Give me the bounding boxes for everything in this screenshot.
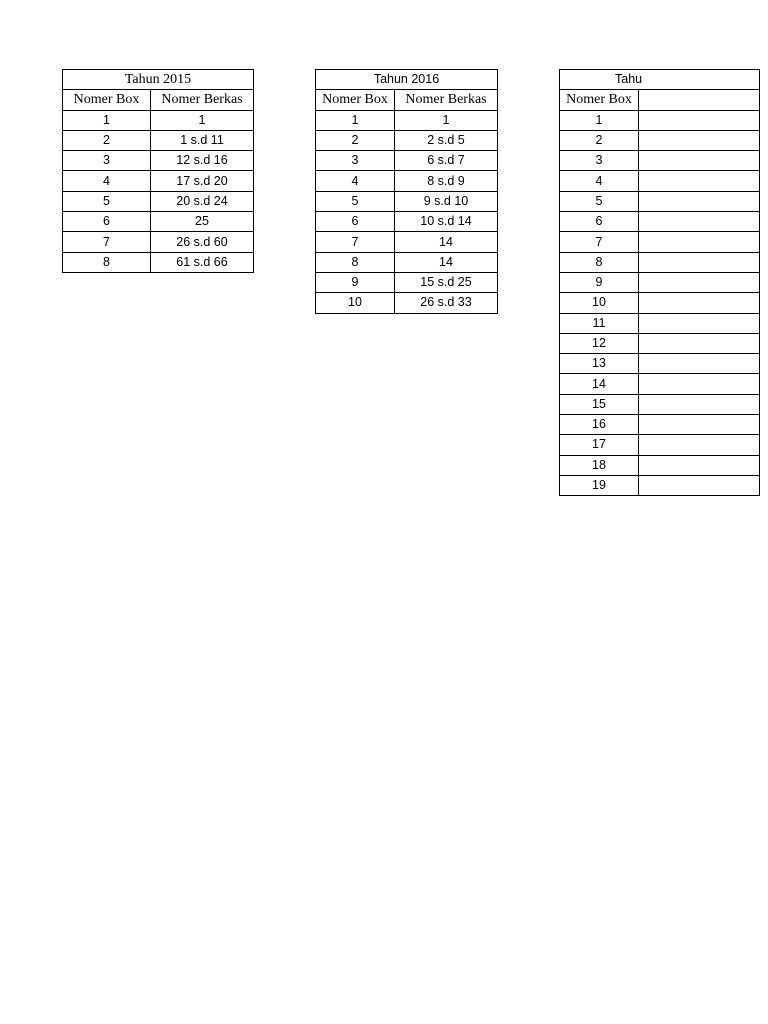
cell-file-range: 10 s.d 14 bbox=[395, 212, 498, 232]
cell-file-range: 1 s.d 11 bbox=[151, 130, 254, 150]
table-row bbox=[316, 272, 498, 292]
cell-file-range bbox=[639, 191, 760, 211]
cell-file-range: 1 bbox=[151, 110, 254, 130]
cell-box-number: 12 bbox=[560, 333, 639, 353]
cell-box-number: 10 bbox=[560, 293, 639, 313]
table-row bbox=[63, 171, 254, 191]
table-row bbox=[316, 191, 498, 211]
cell-file-range bbox=[639, 130, 760, 150]
table-2015 bbox=[62, 69, 254, 273]
cell-file-range bbox=[639, 232, 760, 252]
cell-box-number: 1 bbox=[63, 110, 151, 130]
table-row bbox=[560, 110, 760, 130]
cell-box-number: 3 bbox=[560, 151, 639, 171]
cell-file-range bbox=[639, 455, 760, 475]
column-header-box: Nomer Box bbox=[316, 90, 395, 110]
cell-file-range: 8 s.d 9 bbox=[395, 171, 498, 191]
cell-box-number: 6 bbox=[560, 212, 639, 232]
cell-box-number: 1 bbox=[316, 110, 395, 130]
cell-box-number: 16 bbox=[560, 415, 639, 435]
cell-file-range bbox=[639, 394, 760, 414]
cell-file-range: 20 s.d 24 bbox=[151, 191, 254, 211]
table-row bbox=[63, 252, 254, 272]
cell-file-range bbox=[639, 293, 760, 313]
cell-file-range: 25 bbox=[151, 212, 254, 232]
table-row bbox=[63, 130, 254, 150]
column-header-berkas: Nomer Berkas bbox=[395, 90, 498, 110]
cell-file-range bbox=[639, 272, 760, 292]
cell-box-number: 7 bbox=[560, 232, 639, 252]
table-row bbox=[63, 191, 254, 211]
cell-file-range bbox=[639, 110, 760, 130]
table-row bbox=[560, 212, 760, 232]
table-row bbox=[560, 252, 760, 272]
cell-box-number: 8 bbox=[560, 252, 639, 272]
cell-file-range: 9 s.d 10 bbox=[395, 191, 498, 211]
cell-file-range bbox=[639, 354, 760, 374]
cell-file-range: 26 s.d 33 bbox=[395, 293, 498, 313]
column-header-box: Nomer Box bbox=[560, 90, 639, 110]
table-row bbox=[316, 293, 498, 313]
cell-file-range: 14 bbox=[395, 232, 498, 252]
cell-box-number: 6 bbox=[63, 212, 151, 232]
cell-box-number: 10 bbox=[316, 293, 395, 313]
table-row bbox=[560, 475, 760, 495]
table-row bbox=[560, 394, 760, 414]
cell-box-number: 2 bbox=[63, 130, 151, 150]
table-row bbox=[560, 354, 760, 374]
cell-file-range bbox=[639, 313, 760, 333]
cell-box-number: 4 bbox=[560, 171, 639, 191]
cell-box-number: 2 bbox=[560, 130, 639, 150]
table-row bbox=[316, 110, 498, 130]
table-row bbox=[560, 313, 760, 333]
cell-box-number: 13 bbox=[560, 354, 639, 374]
cell-file-range bbox=[639, 333, 760, 353]
cell-file-range bbox=[639, 171, 760, 191]
table-row bbox=[63, 151, 254, 171]
cell-box-number: 14 bbox=[560, 374, 639, 394]
table-row bbox=[316, 232, 498, 252]
table-row bbox=[560, 333, 760, 353]
table-2016 bbox=[315, 69, 498, 314]
cell-box-number: 4 bbox=[316, 171, 395, 191]
table-row bbox=[63, 232, 254, 252]
cell-file-range bbox=[639, 475, 760, 495]
cell-box-number: 7 bbox=[316, 232, 395, 252]
table-row bbox=[560, 151, 760, 171]
cell-box-number: 4 bbox=[63, 171, 151, 191]
cell-box-number: 3 bbox=[63, 151, 151, 171]
cell-file-range: 61 s.d 66 bbox=[151, 252, 254, 272]
table-row bbox=[560, 232, 760, 252]
table-row bbox=[560, 374, 760, 394]
table-row bbox=[560, 130, 760, 150]
cell-box-number: 11 bbox=[560, 313, 639, 333]
cell-file-range: 14 bbox=[395, 252, 498, 272]
table-row bbox=[560, 455, 760, 475]
table-partial-wrapper bbox=[559, 69, 643, 499]
cell-file-range bbox=[639, 151, 760, 171]
cell-file-range bbox=[639, 374, 760, 394]
cell-file-range: 26 s.d 60 bbox=[151, 232, 254, 252]
table-row bbox=[560, 435, 760, 455]
cell-file-range: 12 s.d 16 bbox=[151, 151, 254, 171]
table-row bbox=[63, 110, 254, 130]
table-row bbox=[316, 171, 498, 191]
table-title: Tahu bbox=[560, 70, 760, 90]
cell-file-range bbox=[639, 415, 760, 435]
cell-file-range bbox=[639, 252, 760, 272]
table-row bbox=[63, 212, 254, 232]
table-row bbox=[316, 252, 498, 272]
table-row bbox=[560, 293, 760, 313]
table-row bbox=[560, 415, 760, 435]
table-partial bbox=[559, 69, 760, 496]
cell-box-number: 9 bbox=[316, 272, 395, 292]
cell-box-number: 2 bbox=[316, 130, 395, 150]
cell-box-number: 17 bbox=[560, 435, 639, 455]
cell-box-number: 18 bbox=[560, 455, 639, 475]
cell-box-number: 5 bbox=[63, 191, 151, 211]
cell-box-number: 15 bbox=[560, 394, 639, 414]
cell-box-number: 6 bbox=[316, 212, 395, 232]
table-row bbox=[560, 191, 760, 211]
cell-file-range bbox=[639, 212, 760, 232]
cell-file-range: 17 s.d 20 bbox=[151, 171, 254, 191]
cell-box-number: 9 bbox=[560, 272, 639, 292]
table-row bbox=[316, 212, 498, 232]
cell-file-range: 1 bbox=[395, 110, 498, 130]
table-row bbox=[560, 272, 760, 292]
table-title: Tahun 2015 bbox=[63, 70, 254, 90]
cell-box-number: 8 bbox=[316, 252, 395, 272]
cell-file-range bbox=[639, 435, 760, 455]
cell-box-number: 8 bbox=[63, 252, 151, 272]
column-header-berkas bbox=[639, 90, 760, 110]
cell-box-number: 19 bbox=[560, 475, 639, 495]
table-row bbox=[316, 151, 498, 171]
cell-file-range: 6 s.d 7 bbox=[395, 151, 498, 171]
column-header-box: Nomer Box bbox=[63, 90, 151, 110]
cell-box-number: 5 bbox=[316, 191, 395, 211]
cell-box-number: 3 bbox=[316, 151, 395, 171]
cell-box-number: 7 bbox=[63, 232, 151, 252]
column-header-berkas: Nomer Berkas bbox=[151, 90, 254, 110]
table-row bbox=[560, 171, 760, 191]
cell-file-range: 15 s.d 25 bbox=[395, 272, 498, 292]
table-title: Tahun 2016 bbox=[316, 70, 498, 90]
cell-box-number: 5 bbox=[560, 191, 639, 211]
cell-file-range: 2 s.d 5 bbox=[395, 130, 498, 150]
table-row bbox=[316, 130, 498, 150]
cell-box-number: 1 bbox=[560, 110, 639, 130]
